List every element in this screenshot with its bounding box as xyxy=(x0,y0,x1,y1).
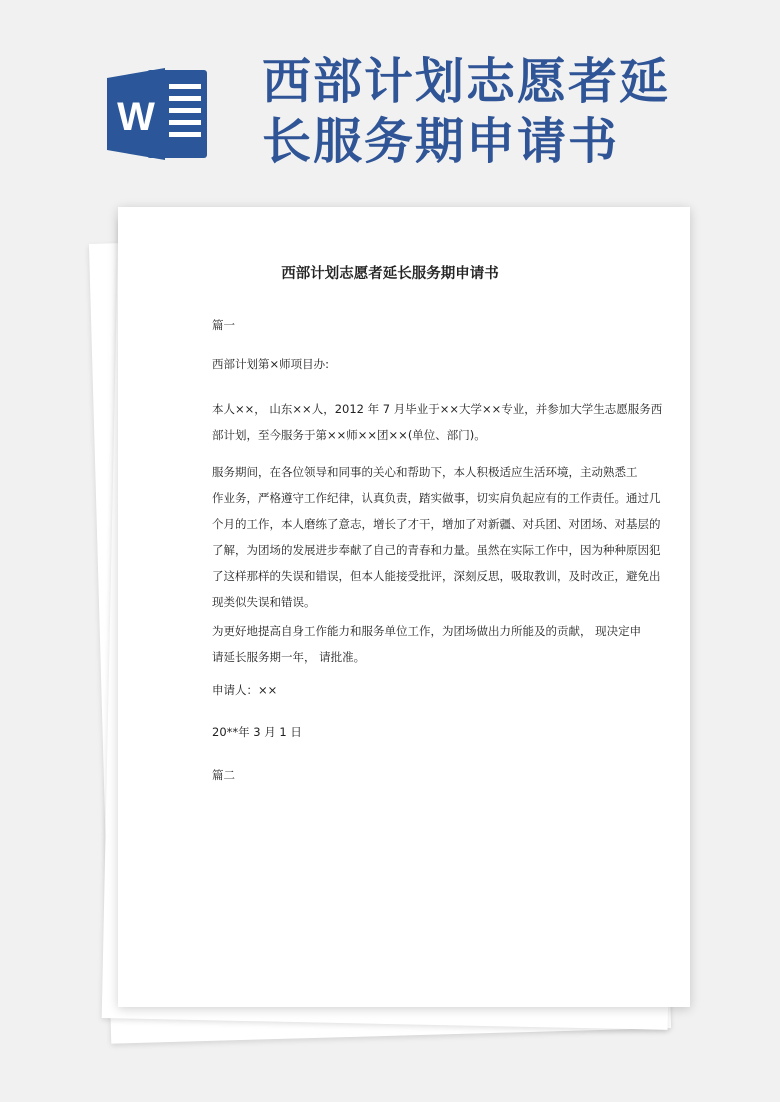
hero-title-line2: 长服务期申请书 xyxy=(262,113,620,170)
paragraph-2-line: 个月的工作，本人磨练了意志，增长了才干，增加了对新疆、对兵团、对团场、对基层的 xyxy=(212,517,661,531)
paragraph-2-line: 作业务，严格遵守工作纪律，认真负责，踏实做事，切实肩负起应有的工作责任。通过几 xyxy=(212,491,661,505)
section-heading-1: 篇一 xyxy=(212,318,235,332)
paragraph-1-line: 部计划，至今服务于第××师××团××(单位、部门)。 xyxy=(212,428,486,442)
paragraph-1 xyxy=(212,396,663,448)
hero-title-line1: 西部计划志愿者延 xyxy=(262,53,671,110)
document-title: 西部计划志愿者延长服务期申请书 xyxy=(281,266,499,282)
hero-title xyxy=(262,52,762,172)
paragraph-2-line: 了解，为团场的发展进步奉献了自己的青春和力量。虽然在实际工作中，因为种种原因犯 xyxy=(212,543,661,557)
word-icon xyxy=(107,66,209,162)
word-logo-letter: W xyxy=(117,95,155,139)
applicant-line: 申请人：×× xyxy=(212,683,278,697)
paragraph-2-line: 现类似失误和错误。 xyxy=(212,595,316,609)
paragraph-2 xyxy=(212,459,661,615)
paragraph-3 xyxy=(212,618,642,670)
date-line: 20**年 3 月 1 日 xyxy=(212,725,302,739)
paragraph-1-line: 本人××， 山东××人，2012 年 7 月毕业于××大学××专业，并参加大学生志愿服务西 xyxy=(212,402,663,416)
section-heading-2: 篇二 xyxy=(212,768,235,782)
paragraph-2-line: 服务期间，在各位领导和同事的关心和帮助下，本人积极适应生活环境，主动熟悉工 xyxy=(212,465,638,479)
paragraph-3-line: 请延长服务期一年， 请批准。 xyxy=(212,650,366,664)
salutation: 西部计划第×师项目办: xyxy=(212,357,330,371)
paragraph-3-line: 为更好地提高自身工作能力和服务单位工作，为团场做出力所能及的贡献， 现决定申 xyxy=(212,624,642,638)
paragraph-2-line: 了这样那样的失误和错误，但本人能接受批评，深刻反思，吸取教训，及时改正，避免出 xyxy=(212,569,661,583)
